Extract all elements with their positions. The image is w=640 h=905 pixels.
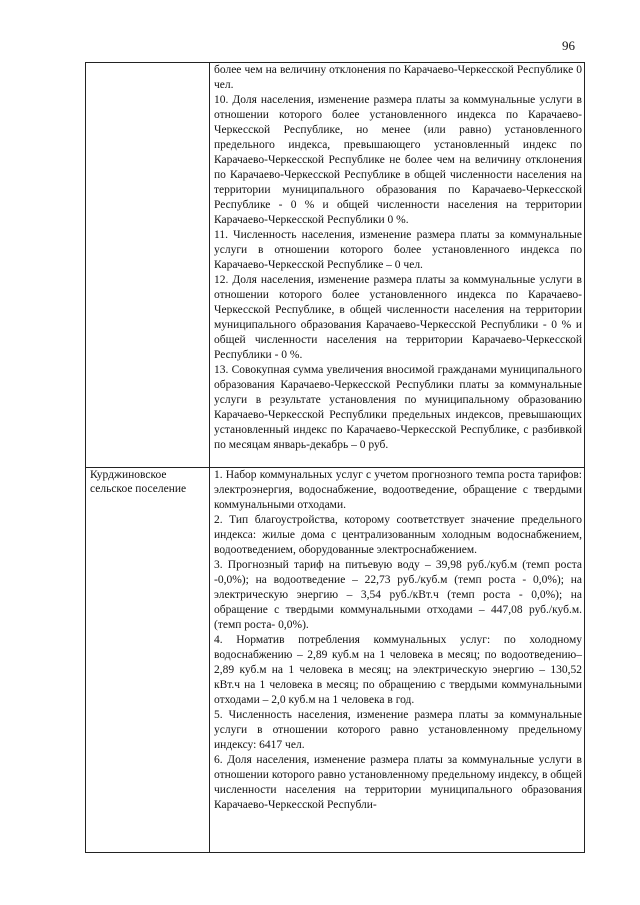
paragraph: 12. Доля населения, изменение размера платы за коммунальные услуги в отношении которого более установленного индекса по Карачаево-Черкесской Республике, в общей численности населения на территории муниципального образования Карачаево-Черкесской Республики - 0 % и общей численности населения на территории Карачаево-Черкесской Республики - 0 %. <box>214 274 582 361</box>
table-row <box>86 63 585 468</box>
paragraph: 4. Норматив потребления коммунальных услуг: по холодному водоснабжению – 2,89 куб.м на 1 человека в месяц; по водоотведению– 2,89 куб.м на 1 человека в месяц; на электрическую энергию – 130,52 кВт.ч на 1 человека в месяц; по обращению с твердыми коммунальными отходами – 2,0 куб.м на 1 человека в год. <box>214 634 582 706</box>
paragraph: 2. Тип благоустройства, которому соответствует значение предельного индекса: жилые дома с централизованным холодным водоснабжением, водоотведением, оборудованные электроснабжением. <box>214 514 582 556</box>
paragraph: 6. Доля населения, изменение размера платы за коммунальные услуги в отношении которого равно установленному предельному индексу, в общей численности населения на территории муниципального образования Карачаево-Черкесской Республи- <box>214 754 582 811</box>
paragraph: более чем на величину отклонения по Карачаево-Черкесской Республике 0 чел. <box>214 64 582 91</box>
municipality-cell <box>86 468 210 853</box>
paragraph: 13. Совокупная сумма увеличения вносимой гражданами муниципального образования Карачаево-Черкесской Республики платы за коммунальные услуги в результате установления по муниципальному образованию Карачаево-Черкесской Республики предельных индексов, превышающих установленный индекс по Карачаево-Черкесской Республике, с разбивкой по месяцам январь-декабрь – 0 руб. <box>214 364 582 451</box>
paragraph: 11. Численность населения, изменение размера платы за коммунальные услуги в отношении которого более установленного индекса по Карачаево-Черкесской Республике – 0 чел. <box>214 229 582 271</box>
paragraph: 10. Доля населения, изменение размера платы за коммунальные услуги в отношении которого более установленного индекса по Карачаево-Черкесской Республике, но менее (или равно) установленного предельного индекса, превышающего установленный индекс по Карачаево-Черкесской Республике не более чем на величину отклонения по Карачаево-Черкесской Республике в общей численности населения на территории муниципального образования по Карачаево-Черкесской Республике - 0 % и общей численности населения на территории Карачаево-Черкесской Республики 0 %. <box>214 94 582 226</box>
paragraph: 1. Набор коммунальных услуг с учетом прогнозного темпа роста тарифов: электроэнергия, водоснабжение, водоотведение, обращение с твердыми коммунальными отходами. <box>214 469 582 511</box>
indicators-cell <box>210 468 585 853</box>
municipality-name-line: сельское поселение <box>90 483 187 495</box>
indicator-table <box>85 62 585 853</box>
municipality-name-line: Курджиновское <box>90 469 167 481</box>
paragraph: 3. Прогнозный тариф на питьевую воду – 39,98 руб./куб.м (темп роста -0,0%); на водоотведение – 22,73 руб./куб.м (темп роста - 0,0%); на электрическую энергию – 3,54 руб./кВт.ч (темп роста - 0,0%); на обращение с твердыми коммунальными отходами – 447,08 руб./куб.м. (темп роста- 0,0%). <box>214 559 582 631</box>
indicators-cell <box>210 63 585 468</box>
table-row <box>86 468 585 853</box>
page-number: 96 <box>562 38 575 53</box>
paragraph: 5. Численность населения, изменение размера платы за коммунальные услуги в отношении которого равно установленному предельному индексу: 6417 чел. <box>214 709 582 751</box>
municipality-cell <box>86 63 210 468</box>
